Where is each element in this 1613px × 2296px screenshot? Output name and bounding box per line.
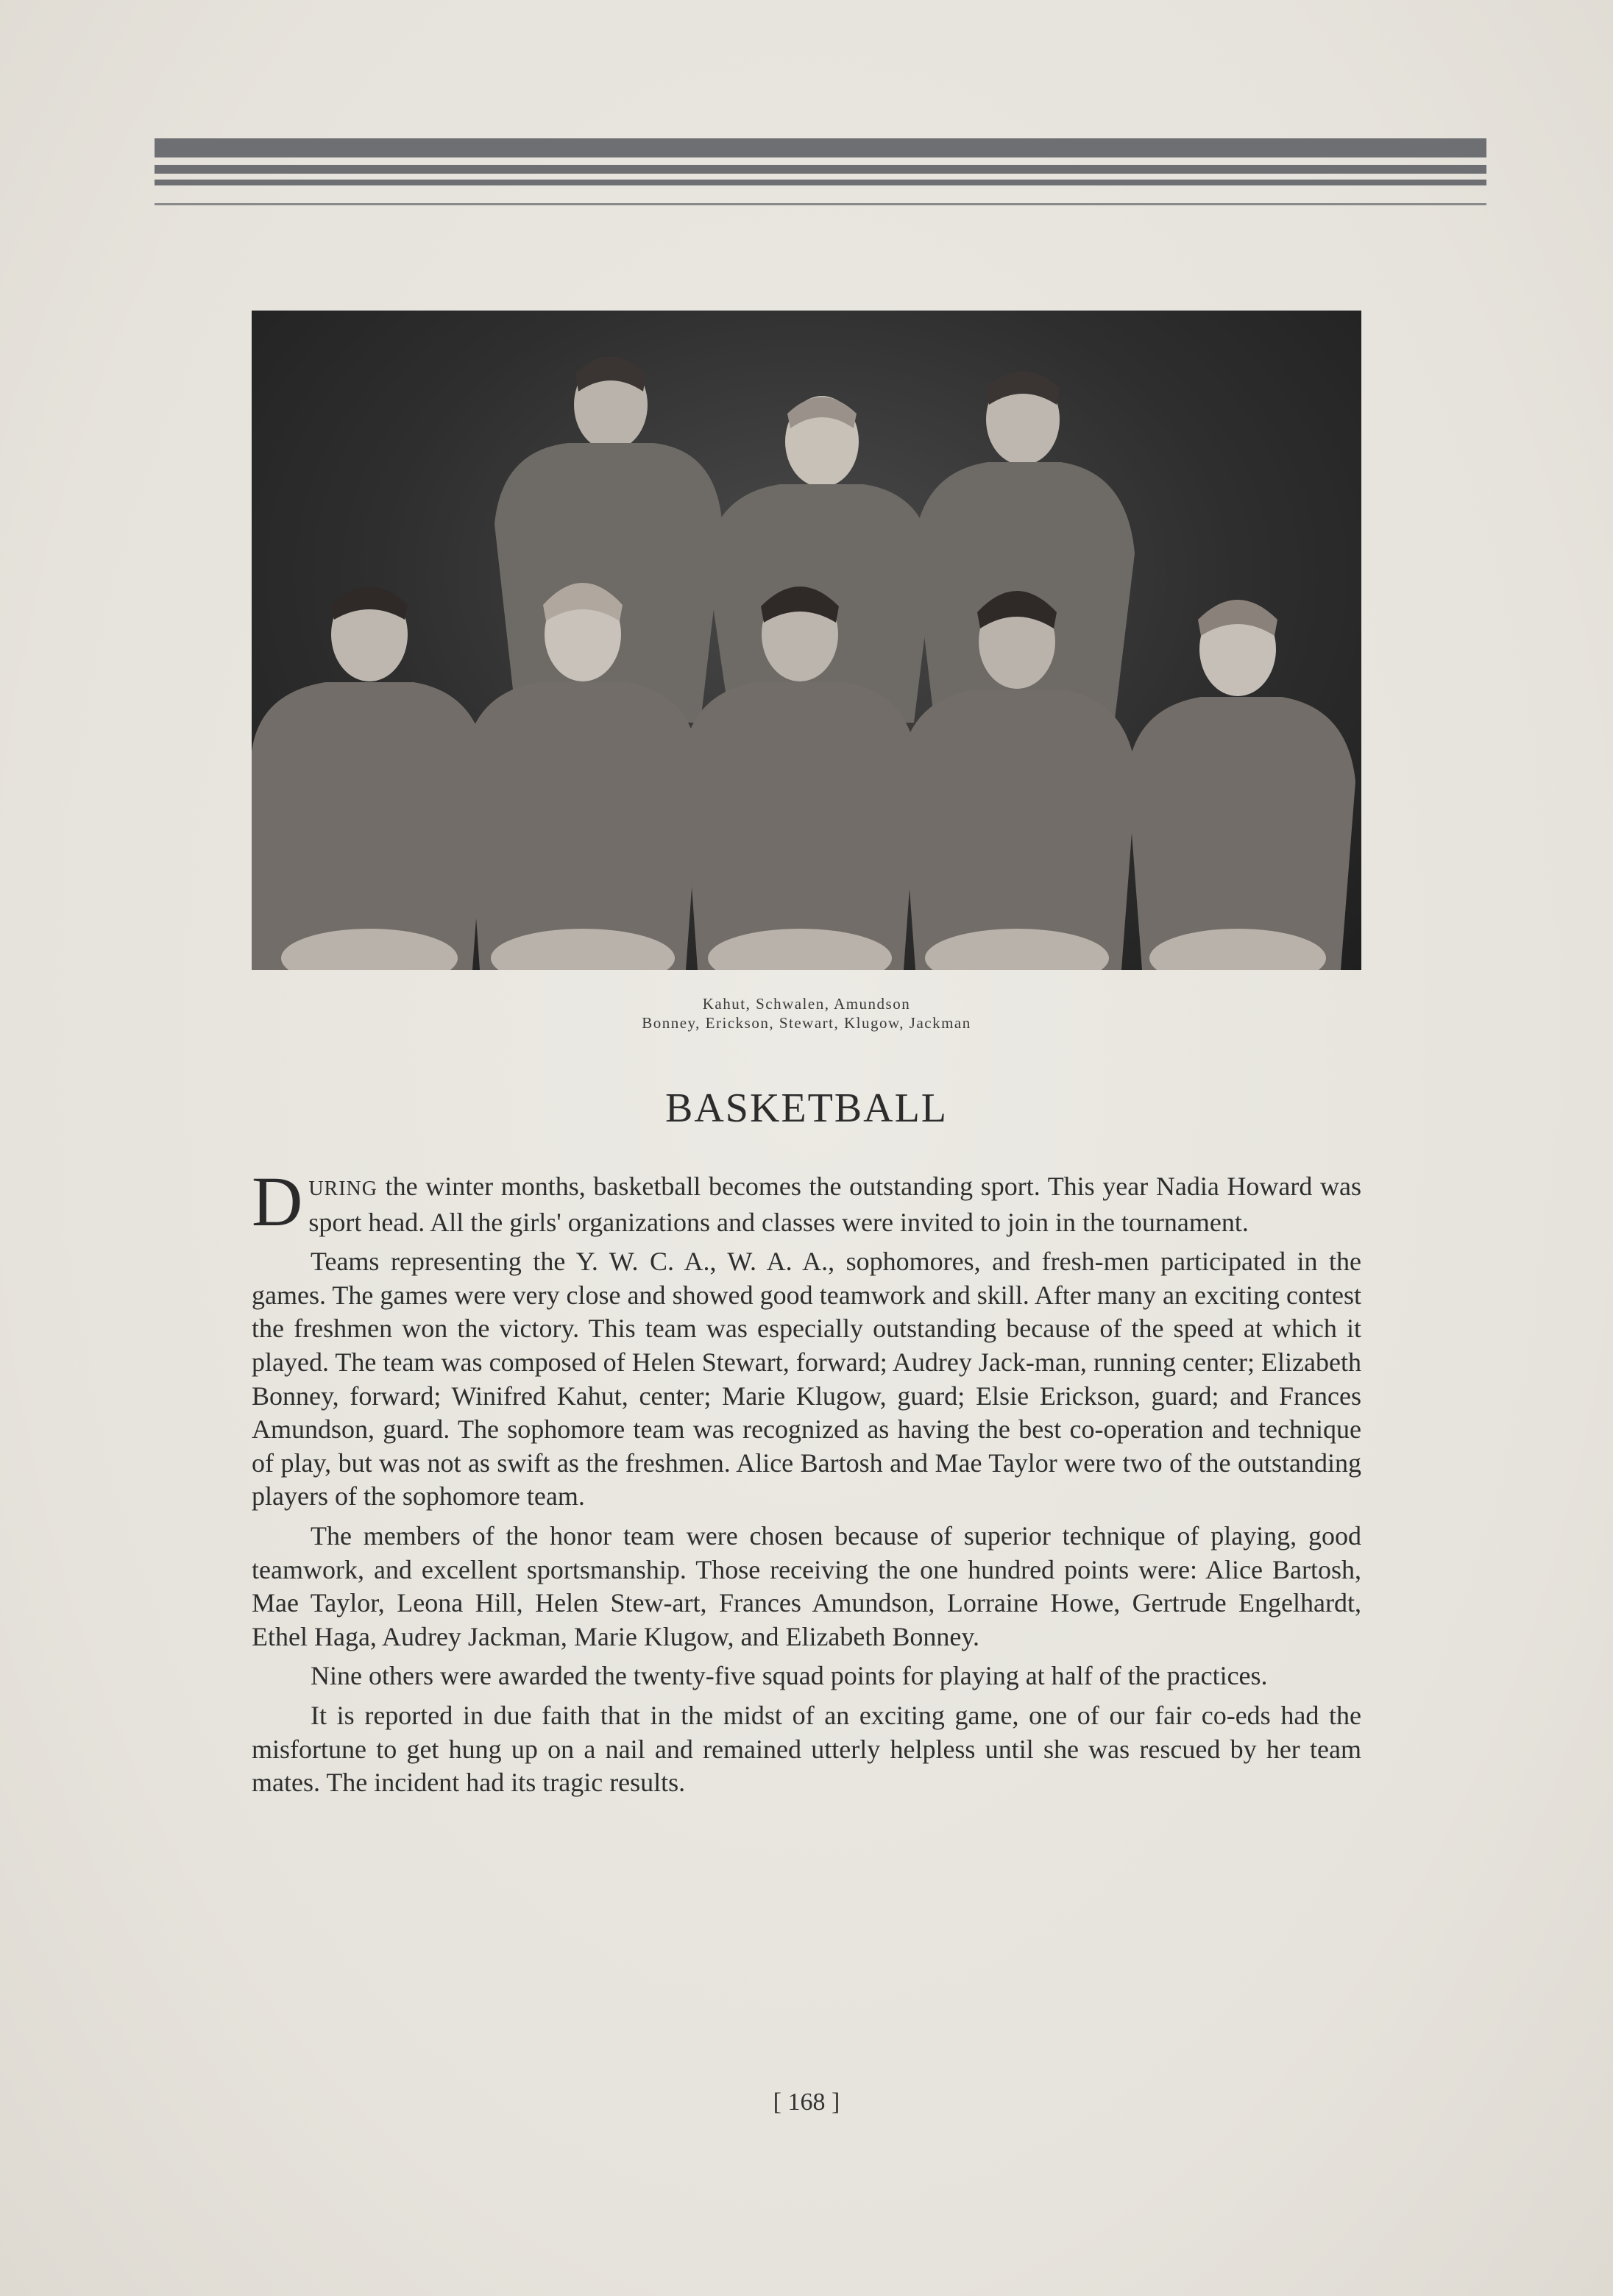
header-rule bbox=[155, 165, 1486, 174]
paragraph: It is reported in due faith that in the midst of an exciting game, one of our fair co-eds had the misfortune to get hung up on a nail and remained utterly helpless until she was rescued by her team mates. The incident had its tragic results. bbox=[252, 1700, 1361, 1798]
team-photo bbox=[252, 311, 1361, 970]
header-rule bbox=[155, 138, 1486, 157]
paragraph: The members of the honor team were chosen because of superior technique of playing, good teamwork, and excellent sportsmanship. Those receiving the one hundred points were: Alice Bartosh, Mae Taylor, Leona Hill, Helen Stew-art, Frances Amundson, Lorraine Howe, Gertrude Engelhardt, Ethel Haga, Audrey Jackman, Marie Klugow, and Elizabeth Bonney. bbox=[252, 1520, 1361, 1651]
page-number: [ 168 ] bbox=[773, 2088, 840, 2116]
article-title: BASKETBALL bbox=[665, 1085, 948, 1131]
photo-caption-row2: Bonney, Erickson, Stewart, Klugow, Jackman bbox=[642, 1014, 971, 1032]
article-body bbox=[252, 1162, 1361, 1806]
photo-caption-row1: Kahut, Schwalen, Amundson bbox=[702, 995, 911, 1013]
header-rule bbox=[155, 203, 1486, 205]
paragraph: Nine others were awarded the twenty-five squad points for playing at half of the practices. bbox=[311, 1661, 1268, 1691]
header-rule bbox=[155, 180, 1486, 185]
paragraph bbox=[252, 1162, 1361, 1241]
paragraph-text: the winter months, basketball becomes the outstanding sport. This year Nadia Howard was sport head. All the girls' organizations and classes were invited to join in the tournament. bbox=[308, 1172, 1361, 1237]
drop-cap: D bbox=[252, 1162, 303, 1241]
player-figure bbox=[252, 587, 487, 970]
paragraph: Teams representing the Y. W. C. A., W. A. A., sophomores, and fresh-men participated in the games. The games were very close and showed good teamwork and skill. After many an exciting contest the freshmen won the victory. This team was especially outstanding because of the speed at which it played. The team was composed of Helen Stewart, forward; Audrey Jack-man, running center; Elizabeth Bonney, forward; Winifred Kahut, center; Marie Klugow, guard; Elsie Erickson, guard; and Frances Amundson, guard. The sophomore team was recognized as having the best co-operation and technique of play, but was not as swift as the freshmen. Alice Bartosh and Mae Taylor were two of the outstanding players of the sophomore team. bbox=[252, 1247, 1361, 1512]
player-figure bbox=[1127, 600, 1355, 970]
lead-smallcaps: URING bbox=[308, 1177, 377, 1200]
